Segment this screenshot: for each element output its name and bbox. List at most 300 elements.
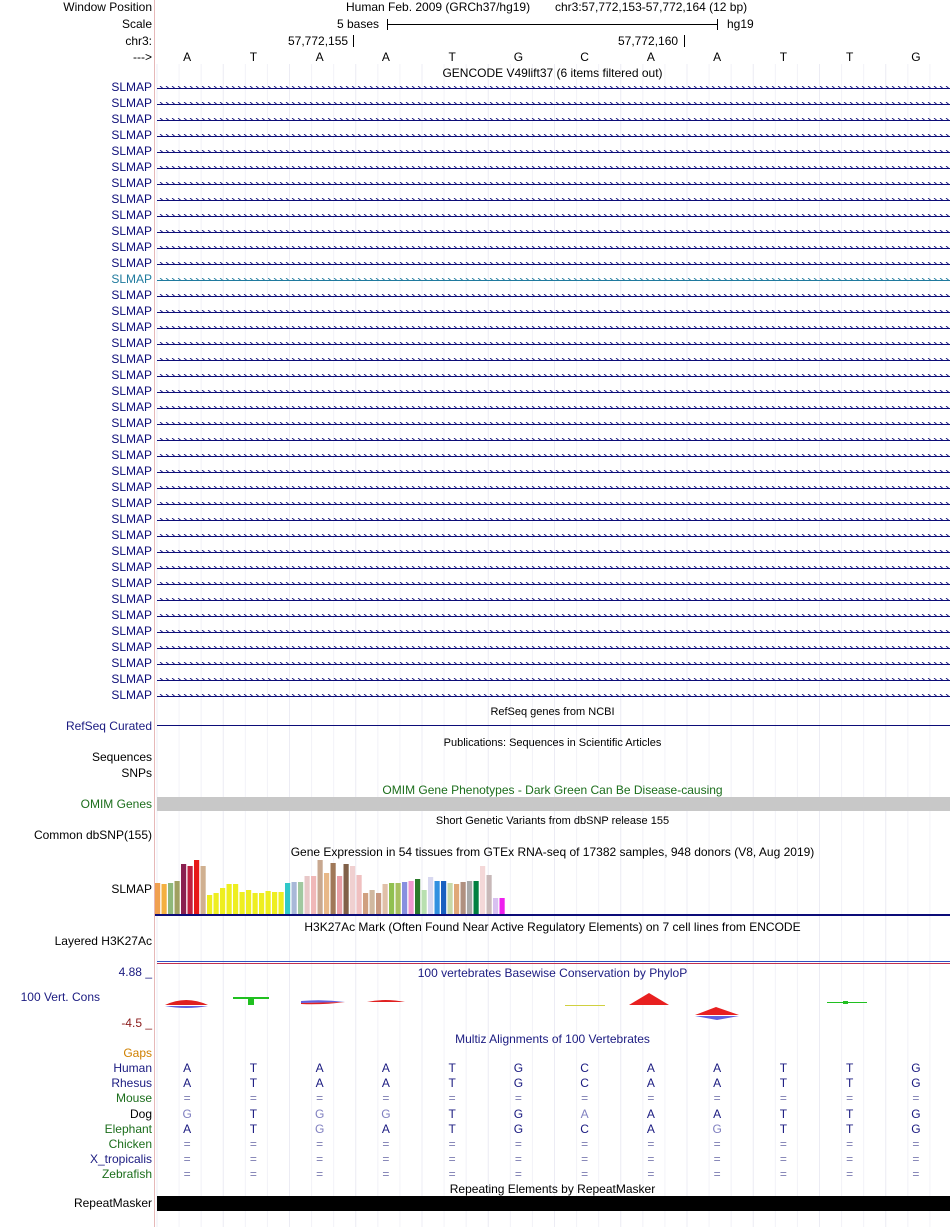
phylop-label[interactable]: 100 Vert. Cons	[20, 990, 100, 1004]
multiz-base: T	[779, 1061, 788, 1075]
omim-label[interactable]: OMIM Genes	[80, 797, 152, 811]
multiz-base: G	[182, 1106, 192, 1121]
gtex-tissue-bar	[493, 898, 498, 914]
refseq-track-title[interactable]: RefSeq genes from NCBI	[490, 706, 615, 718]
gtex-tissue-bar	[331, 863, 336, 914]
multiz-base: =	[846, 1137, 854, 1151]
phylop-track-title[interactable]: 100 vertebrates Basewise Conservation by PhyloP	[417, 966, 688, 980]
multiz-base: G	[911, 1121, 921, 1136]
phylop-mark-7b	[695, 1016, 739, 1020]
gencode-transcript-line[interactable]	[157, 454, 950, 457]
base-letter: A	[713, 50, 722, 64]
multiz-base: T	[249, 1076, 258, 1091]
phylop-mark-4	[367, 1000, 405, 1002]
gencode-transcript-label[interactable]: SLMAP	[111, 272, 152, 286]
gencode-transcript-label[interactable]: SLMAP	[111, 96, 152, 110]
gtex-tissue-bar	[383, 884, 388, 914]
gencode-transcript-line[interactable]	[157, 470, 950, 473]
gtex-tissue-bar	[376, 893, 381, 914]
gencode-transcript-line[interactable]	[157, 278, 950, 281]
gtex-tissue-bar	[201, 866, 206, 914]
multiz-base: T	[779, 1121, 788, 1136]
gencode-transcript-line[interactable]	[157, 342, 950, 345]
gtex-tissue-bar	[220, 888, 225, 914]
phylop-ymin: -4.5 _	[121, 1016, 152, 1030]
multiz-base: T	[845, 1061, 854, 1075]
multiz-base: =	[514, 1091, 522, 1106]
multiz-base: =	[316, 1137, 324, 1151]
repeatmasker-bar[interactable]	[157, 1196, 950, 1211]
multiz-base: =	[846, 1152, 854, 1167]
gencode-transcript-line[interactable]	[157, 374, 950, 377]
gtex-tissue-bar	[188, 866, 193, 914]
gencode-transcript-label[interactable]: SLMAP	[111, 672, 152, 686]
gtex-tissue-bar	[272, 892, 277, 914]
multiz-base: =	[581, 1167, 589, 1182]
multiz-base: =	[779, 1152, 787, 1167]
assembly-name: Human Feb. 2009 (GRCh37/hg19)	[346, 0, 531, 14]
multiz-base: =	[514, 1152, 522, 1167]
gencode-transcript-line[interactable]	[157, 438, 950, 441]
gtex-tissue-bar	[266, 891, 271, 914]
multiz-base: A	[646, 1106, 655, 1121]
multiz-base: =	[779, 1167, 787, 1182]
multiz-base: =	[316, 1091, 324, 1106]
multiz-base: A	[646, 1121, 655, 1136]
gtex-tissue-bar	[350, 866, 355, 914]
base-letter: T	[845, 50, 854, 64]
gtex-tissue-bar	[207, 895, 212, 914]
multiz-base: =	[316, 1167, 324, 1182]
gencode-transcript-line[interactable]	[157, 262, 950, 265]
gencode-transcript-line[interactable]	[157, 150, 950, 153]
multiz-base: =	[514, 1167, 522, 1182]
gencode-transcript-label[interactable]: SLMAP	[111, 352, 152, 366]
multiz-base: =	[713, 1167, 721, 1182]
multiz-species-label[interactable]: Dog	[129, 1106, 152, 1121]
gencode-transcript-line[interactable]	[157, 134, 950, 137]
multiz-base: A	[315, 1076, 324, 1091]
gencode-transcript-line[interactable]	[157, 198, 950, 201]
gtex-tissue-bar	[298, 882, 303, 914]
base-letter: G	[911, 50, 921, 64]
gtex-tissue-bar	[357, 875, 362, 914]
multiz-base: T	[845, 1121, 854, 1136]
gtex-tissue-bar	[409, 881, 414, 914]
multiz-base: G	[513, 1121, 524, 1136]
gtex-tissue-bar	[337, 876, 342, 914]
gencode-transcript-line[interactable]	[157, 630, 950, 633]
phylop-mark-7	[695, 1007, 739, 1015]
multiz-base: C	[580, 1076, 589, 1091]
gencode-transcript-line[interactable]	[157, 406, 950, 409]
gencode-transcript-label[interactable]: SLMAP	[111, 240, 152, 254]
gencode-transcript-label[interactable]: SLMAP	[111, 576, 152, 590]
gencode-transcript-label[interactable]: SLMAP	[111, 208, 152, 222]
multiz-base: C	[580, 1121, 589, 1136]
gencode-transcript-line[interactable]	[157, 518, 950, 521]
multiz-base: =	[846, 1091, 854, 1106]
multiz-base: G	[712, 1121, 722, 1136]
gencode-transcript-line[interactable]	[157, 534, 950, 537]
multiz-base: T	[249, 1106, 258, 1121]
gencode-transcript-label[interactable]: SLMAP	[111, 560, 152, 574]
gencode-transcript-line[interactable]	[157, 358, 950, 361]
gtex-tissue-bar	[396, 883, 401, 914]
coordinate-label-2: 57,772,160	[618, 34, 679, 48]
gencode-transcript-line[interactable]	[157, 598, 950, 601]
h3k27ac-line-2	[157, 963, 950, 964]
multiz-base: =	[514, 1137, 522, 1151]
gtex-tissue-bar	[461, 882, 466, 914]
gtex-tissue-bar	[500, 898, 505, 914]
multiz-base: A	[183, 1076, 192, 1091]
gtex-tissue-bar	[168, 883, 173, 914]
gencode-transcript-line[interactable]	[157, 326, 950, 329]
multiz-species-label[interactable]: Mouse	[115, 1091, 152, 1106]
h3k27ac-track-title[interactable]: H3K27Ac Mark (Often Found Near Active Regulatory Elements) on 7 cell lines from ENCODE	[304, 920, 801, 934]
multiz-base: =	[448, 1152, 456, 1167]
gencode-transcript-label[interactable]: SLMAP	[111, 288, 152, 302]
gencode-transcript-label[interactable]: SLMAP	[111, 432, 152, 446]
gtex-tissue-bar	[435, 881, 440, 914]
multiz-base: =	[249, 1091, 257, 1106]
coordinate-tick-2	[684, 35, 685, 47]
gencode-transcript-line[interactable]	[157, 214, 950, 217]
multiz-base: =	[183, 1167, 191, 1182]
gencode-transcript-line[interactable]	[157, 566, 950, 569]
gencode-transcript-label[interactable]: SLMAP	[111, 400, 152, 414]
multiz-base: A	[580, 1106, 589, 1121]
multiz-base: =	[713, 1091, 721, 1106]
base-letter: C	[580, 50, 589, 64]
gtex-tissue-bar	[181, 864, 186, 914]
gencode-transcript-line[interactable]	[157, 694, 950, 697]
multiz-base: =	[912, 1137, 920, 1151]
gencode-transcript-label[interactable]: SLMAP	[111, 528, 152, 542]
gtex-tissue-bar	[389, 883, 394, 914]
phylop-mark-1	[165, 1000, 208, 1005]
multiz-base: =	[779, 1137, 787, 1151]
multiz-base: G	[314, 1106, 325, 1121]
gencode-transcript-line[interactable]	[157, 646, 950, 649]
scale-bar	[387, 24, 717, 25]
gtex-tissue-bar	[318, 860, 323, 914]
multiz-base: G	[513, 1076, 524, 1091]
multiz-base: =	[912, 1152, 920, 1167]
multiz-base: =	[647, 1167, 655, 1182]
gencode-transcript-line[interactable]	[157, 230, 950, 233]
gtex-label[interactable]: SLMAP	[111, 882, 152, 896]
phylop-mark-6	[629, 993, 669, 1005]
db-label: hg19	[727, 17, 754, 31]
gtex-tissue-bar	[454, 884, 459, 914]
gencode-transcript-line[interactable]	[157, 582, 950, 585]
multiz-base: A	[183, 1061, 192, 1075]
multiz-base: =	[912, 1091, 920, 1106]
gencode-transcript-line[interactable]	[157, 678, 950, 681]
gencode-transcript-line[interactable]	[157, 486, 950, 489]
gencode-transcript-line[interactable]	[157, 246, 950, 249]
multiz-base: A	[183, 1121, 192, 1136]
gtex-tissue-bar	[285, 883, 290, 914]
base-letter: T	[249, 50, 258, 64]
gtex-baseline	[155, 914, 950, 916]
gencode-transcript-line[interactable]	[157, 550, 950, 553]
refseq-line[interactable]	[157, 725, 950, 726]
gencode-transcript-line[interactable]	[157, 422, 950, 425]
gencode-transcript-line[interactable]	[157, 662, 950, 665]
phylop-mark-2	[233, 997, 269, 999]
gencode-transcript-label[interactable]: SLMAP	[111, 544, 152, 558]
phylop-chart[interactable]	[155, 985, 950, 1025]
refseq-label[interactable]: RefSeq Curated	[65, 719, 152, 733]
multiz-base: T	[448, 1061, 456, 1075]
dbsnp-track-title[interactable]: Short Genetic Variants from dbSNP release 155	[435, 815, 670, 827]
window-position-label: Window Position	[63, 0, 152, 14]
gtex-tissue-bar	[214, 893, 219, 914]
gtex-tissue-bar	[155, 883, 160, 914]
multiz-base: =	[581, 1091, 589, 1106]
multiz-base: A	[646, 1076, 655, 1091]
phylop-mark-2b	[248, 999, 254, 1005]
multiz-base: C	[580, 1061, 589, 1075]
multiz-base: =	[448, 1137, 456, 1151]
gencode-transcript-label[interactable]: SLMAP	[111, 336, 152, 350]
gtex-tissue-bar	[259, 893, 264, 914]
gencode-transcript-label[interactable]: SLMAP	[111, 128, 152, 142]
gtex-tissue-bar	[487, 875, 492, 914]
multiz-base: G	[911, 1106, 921, 1121]
multiz-species-label[interactable]: Zebrafish	[101, 1167, 152, 1182]
gtex-tissue-bar	[467, 881, 472, 914]
gtex-tissue-bar	[324, 873, 329, 914]
gtex-track-title[interactable]: Gene Expression in 54 tissues from GTEx RNA-seq of 17382 samples, 948 donors (V8, Aug 2019)	[290, 845, 815, 859]
multiz-base: =	[448, 1167, 456, 1182]
scale-bar-left-tick	[387, 19, 388, 30]
gencode-transcript-label[interactable]: SLMAP	[111, 368, 152, 382]
multiz-species-label[interactable]: X_tropicalis	[89, 1152, 152, 1167]
multiz-species-label[interactable]: Elephant	[104, 1121, 152, 1136]
base-letter: T	[448, 50, 456, 64]
multiz-base: A	[381, 1121, 390, 1136]
gtex-tissue-bar	[402, 882, 407, 914]
gencode-transcript-label[interactable]: SLMAP	[111, 80, 152, 94]
multiz-base: =	[382, 1152, 390, 1167]
multiz-base: =	[846, 1167, 854, 1182]
multiz-species-label[interactable]: Human	[113, 1061, 152, 1075]
gencode-transcript-line[interactable]	[157, 118, 950, 121]
gtex-tissue-bar	[363, 893, 368, 914]
multiz-base: A	[315, 1061, 324, 1075]
multiz-base: =	[581, 1137, 589, 1151]
gencode-transcript-label[interactable]: SLMAP	[111, 304, 152, 318]
gtex-tissue-bar	[246, 890, 251, 914]
multiz-base: T	[249, 1121, 258, 1136]
base-letter: A	[183, 50, 192, 64]
multiz-base: =	[382, 1167, 390, 1182]
gencode-transcript-label[interactable]: SLMAP	[111, 144, 152, 158]
omim-bar[interactable]	[157, 797, 950, 811]
multiz-base: =	[647, 1137, 655, 1151]
gencode-transcript-label[interactable]: SLMAP	[111, 448, 152, 462]
phylop-mark-1b	[165, 1006, 208, 1008]
gtex-tissue-bar	[305, 876, 310, 914]
multiz-base: =	[183, 1091, 191, 1106]
multiz-base: =	[249, 1152, 257, 1167]
gencode-track-title[interactable]: GENCODE V49lift37 (6 items filtered out)	[442, 66, 663, 80]
multiz-base: =	[382, 1091, 390, 1106]
phylop-mark-5	[565, 1005, 605, 1006]
gtex-tissue-bar	[370, 890, 375, 914]
multiz-base: T	[448, 1121, 456, 1136]
chrom-label: chr3:	[125, 34, 152, 48]
phylop-mark-8b	[843, 1001, 848, 1004]
multiz-base: G	[381, 1106, 391, 1121]
base-letter: A	[381, 50, 390, 64]
multiz-base: A	[381, 1061, 390, 1075]
multiz-base: T	[448, 1106, 456, 1121]
gtex-tissue-bar	[422, 890, 427, 914]
multiz-base: A	[713, 1106, 722, 1121]
gencode-transcript-line[interactable]	[157, 390, 950, 393]
gtex-tissue-bar	[474, 881, 479, 914]
multiz-track-title[interactable]: Multiz Alignments of 100 Vertebrates	[455, 1032, 650, 1046]
base-letter: A	[646, 50, 655, 64]
multiz-base: =	[581, 1152, 589, 1167]
gencode-transcript-label[interactable]: SLMAP	[111, 640, 152, 654]
scale-bar-label: 5 bases	[337, 17, 380, 31]
gencode-transcript-label[interactable]: SLMAP	[111, 224, 152, 238]
coordinate-label-1: 57,772,155	[288, 34, 349, 48]
gencode-transcript-line[interactable]	[157, 166, 950, 169]
gtex-tissue-bar	[480, 866, 485, 914]
multiz-species-label[interactable]: Rhesus	[111, 1076, 152, 1091]
base-letter: T	[779, 50, 788, 64]
gencode-transcript-label[interactable]: SLMAP	[111, 480, 152, 494]
gtex-tissue-bar	[227, 884, 232, 914]
gtex-bar-chart[interactable]	[155, 860, 535, 915]
snps-label[interactable]: SNPs	[121, 766, 152, 780]
sequences-label[interactable]: Sequences	[91, 750, 152, 764]
multiz-base: =	[382, 1137, 390, 1151]
gencode-transcript-label[interactable]: SLMAP	[111, 656, 152, 670]
gtex-tissue-bar	[175, 881, 180, 914]
multiz-base: A	[713, 1076, 722, 1091]
multiz-base: T	[249, 1061, 258, 1075]
gencode-transcript-line[interactable]	[157, 310, 950, 313]
gtex-tissue-bar	[240, 892, 245, 914]
gencode-transcript-label[interactable]: SLMAP	[111, 496, 152, 510]
scale-label: Scale	[121, 17, 152, 31]
gencode-transcript-label[interactable]: SLMAP	[111, 176, 152, 190]
gencode-transcript-line[interactable]	[157, 502, 950, 505]
gencode-transcript-line[interactable]	[157, 102, 950, 105]
multiz-base: G	[513, 1106, 524, 1121]
repeatmasker-label[interactable]: RepeatMasker	[73, 1196, 152, 1210]
multiz-base: G	[314, 1121, 325, 1136]
gencode-transcript-line[interactable]	[157, 182, 950, 185]
gencode-transcript-label[interactable]: SLMAP	[111, 160, 152, 174]
gencode-transcript-label[interactable]: SLMAP	[111, 592, 152, 606]
multiz-base: =	[779, 1091, 787, 1106]
h3k27ac-line-1	[157, 961, 950, 962]
multiz-base: T	[845, 1106, 854, 1121]
multiz-base: T	[779, 1106, 788, 1121]
gtex-tissue-bar	[194, 860, 199, 914]
multiz-species-label[interactable]: Chicken	[108, 1137, 152, 1151]
gtex-tissue-bar	[344, 864, 349, 914]
gaps-label: Gaps	[123, 1046, 152, 1060]
repeatmasker-track-title[interactable]: Repeating Elements by RepeatMasker	[449, 1182, 656, 1196]
gtex-tissue-bar	[415, 879, 420, 914]
multiz-base: A	[381, 1076, 390, 1091]
multiz-base: =	[249, 1137, 257, 1151]
multiz-base: =	[912, 1167, 920, 1182]
gencode-transcript-label[interactable]: SLMAP	[111, 608, 152, 622]
gtex-tissue-bar	[441, 881, 446, 914]
multiz-base: G	[911, 1061, 921, 1075]
multiz-base: =	[713, 1152, 721, 1167]
base-letter: A	[315, 50, 324, 64]
gencode-transcript-label[interactable]: SLMAP	[111, 192, 152, 206]
multiz-base: =	[249, 1167, 257, 1182]
position-range: chr3:57,772,153-57,772,164 (12 bp)	[555, 0, 748, 14]
omim-track-title[interactable]: OMIM Gene Phenotypes - Dark Green Can Be Disease-causing	[382, 783, 723, 797]
gencode-transcript-label[interactable]: SLMAP	[111, 512, 152, 526]
publications-track-title[interactable]: Publications: Sequences in Scientific Articles	[443, 737, 662, 749]
gtex-tissue-bar	[448, 883, 453, 914]
gtex-tissue-bar	[311, 876, 316, 914]
base-letter: G	[513, 50, 524, 64]
gtex-tissue-bar	[279, 892, 284, 914]
gencode-transcript-label[interactable]: SLMAP	[111, 688, 152, 702]
gtex-tissue-bar	[292, 882, 297, 914]
multiz-base: =	[183, 1152, 191, 1167]
gencode-transcript-label[interactable]: SLMAP	[111, 384, 152, 398]
dbsnp-label[interactable]: Common dbSNP(155)	[33, 828, 152, 842]
multiz-base: T	[845, 1076, 854, 1091]
gencode-transcript-line[interactable]	[157, 294, 950, 297]
multiz-base: =	[183, 1137, 191, 1151]
multiz-base: =	[713, 1137, 721, 1151]
gencode-transcript-line[interactable]	[157, 86, 950, 89]
gencode-transcript-label[interactable]: SLMAP	[111, 624, 152, 638]
gtex-tissue-bar	[162, 884, 167, 914]
multiz-base: T	[448, 1076, 456, 1091]
gencode-transcript-label[interactable]: SLMAP	[111, 256, 152, 270]
gtex-tissue-bar	[233, 884, 238, 914]
gencode-transcript-label[interactable]: SLMAP	[111, 416, 152, 430]
multiz-base: G	[513, 1061, 524, 1075]
multiz-base: =	[316, 1152, 324, 1167]
strand-label: --->	[133, 50, 152, 64]
gtex-tissue-bar	[253, 893, 258, 914]
scale-bar-right-tick	[717, 19, 718, 30]
gencode-transcript-label[interactable]: SLMAP	[111, 320, 152, 334]
multiz-base: =	[647, 1152, 655, 1167]
gtex-tissue-bar	[428, 877, 433, 914]
multiz-base: G	[911, 1076, 921, 1091]
gencode-transcript-label[interactable]: SLMAP	[111, 112, 152, 126]
gencode-transcript-label[interactable]: SLMAP	[111, 464, 152, 478]
multiz-base: A	[646, 1061, 655, 1075]
gencode-transcript-line[interactable]	[157, 614, 950, 617]
h3k27ac-label[interactable]: Layered H3K27Ac	[54, 934, 152, 948]
multiz-base: T	[779, 1076, 788, 1091]
coordinate-tick-1	[353, 35, 354, 47]
phylop-ymax: 4.88 _	[118, 965, 152, 979]
